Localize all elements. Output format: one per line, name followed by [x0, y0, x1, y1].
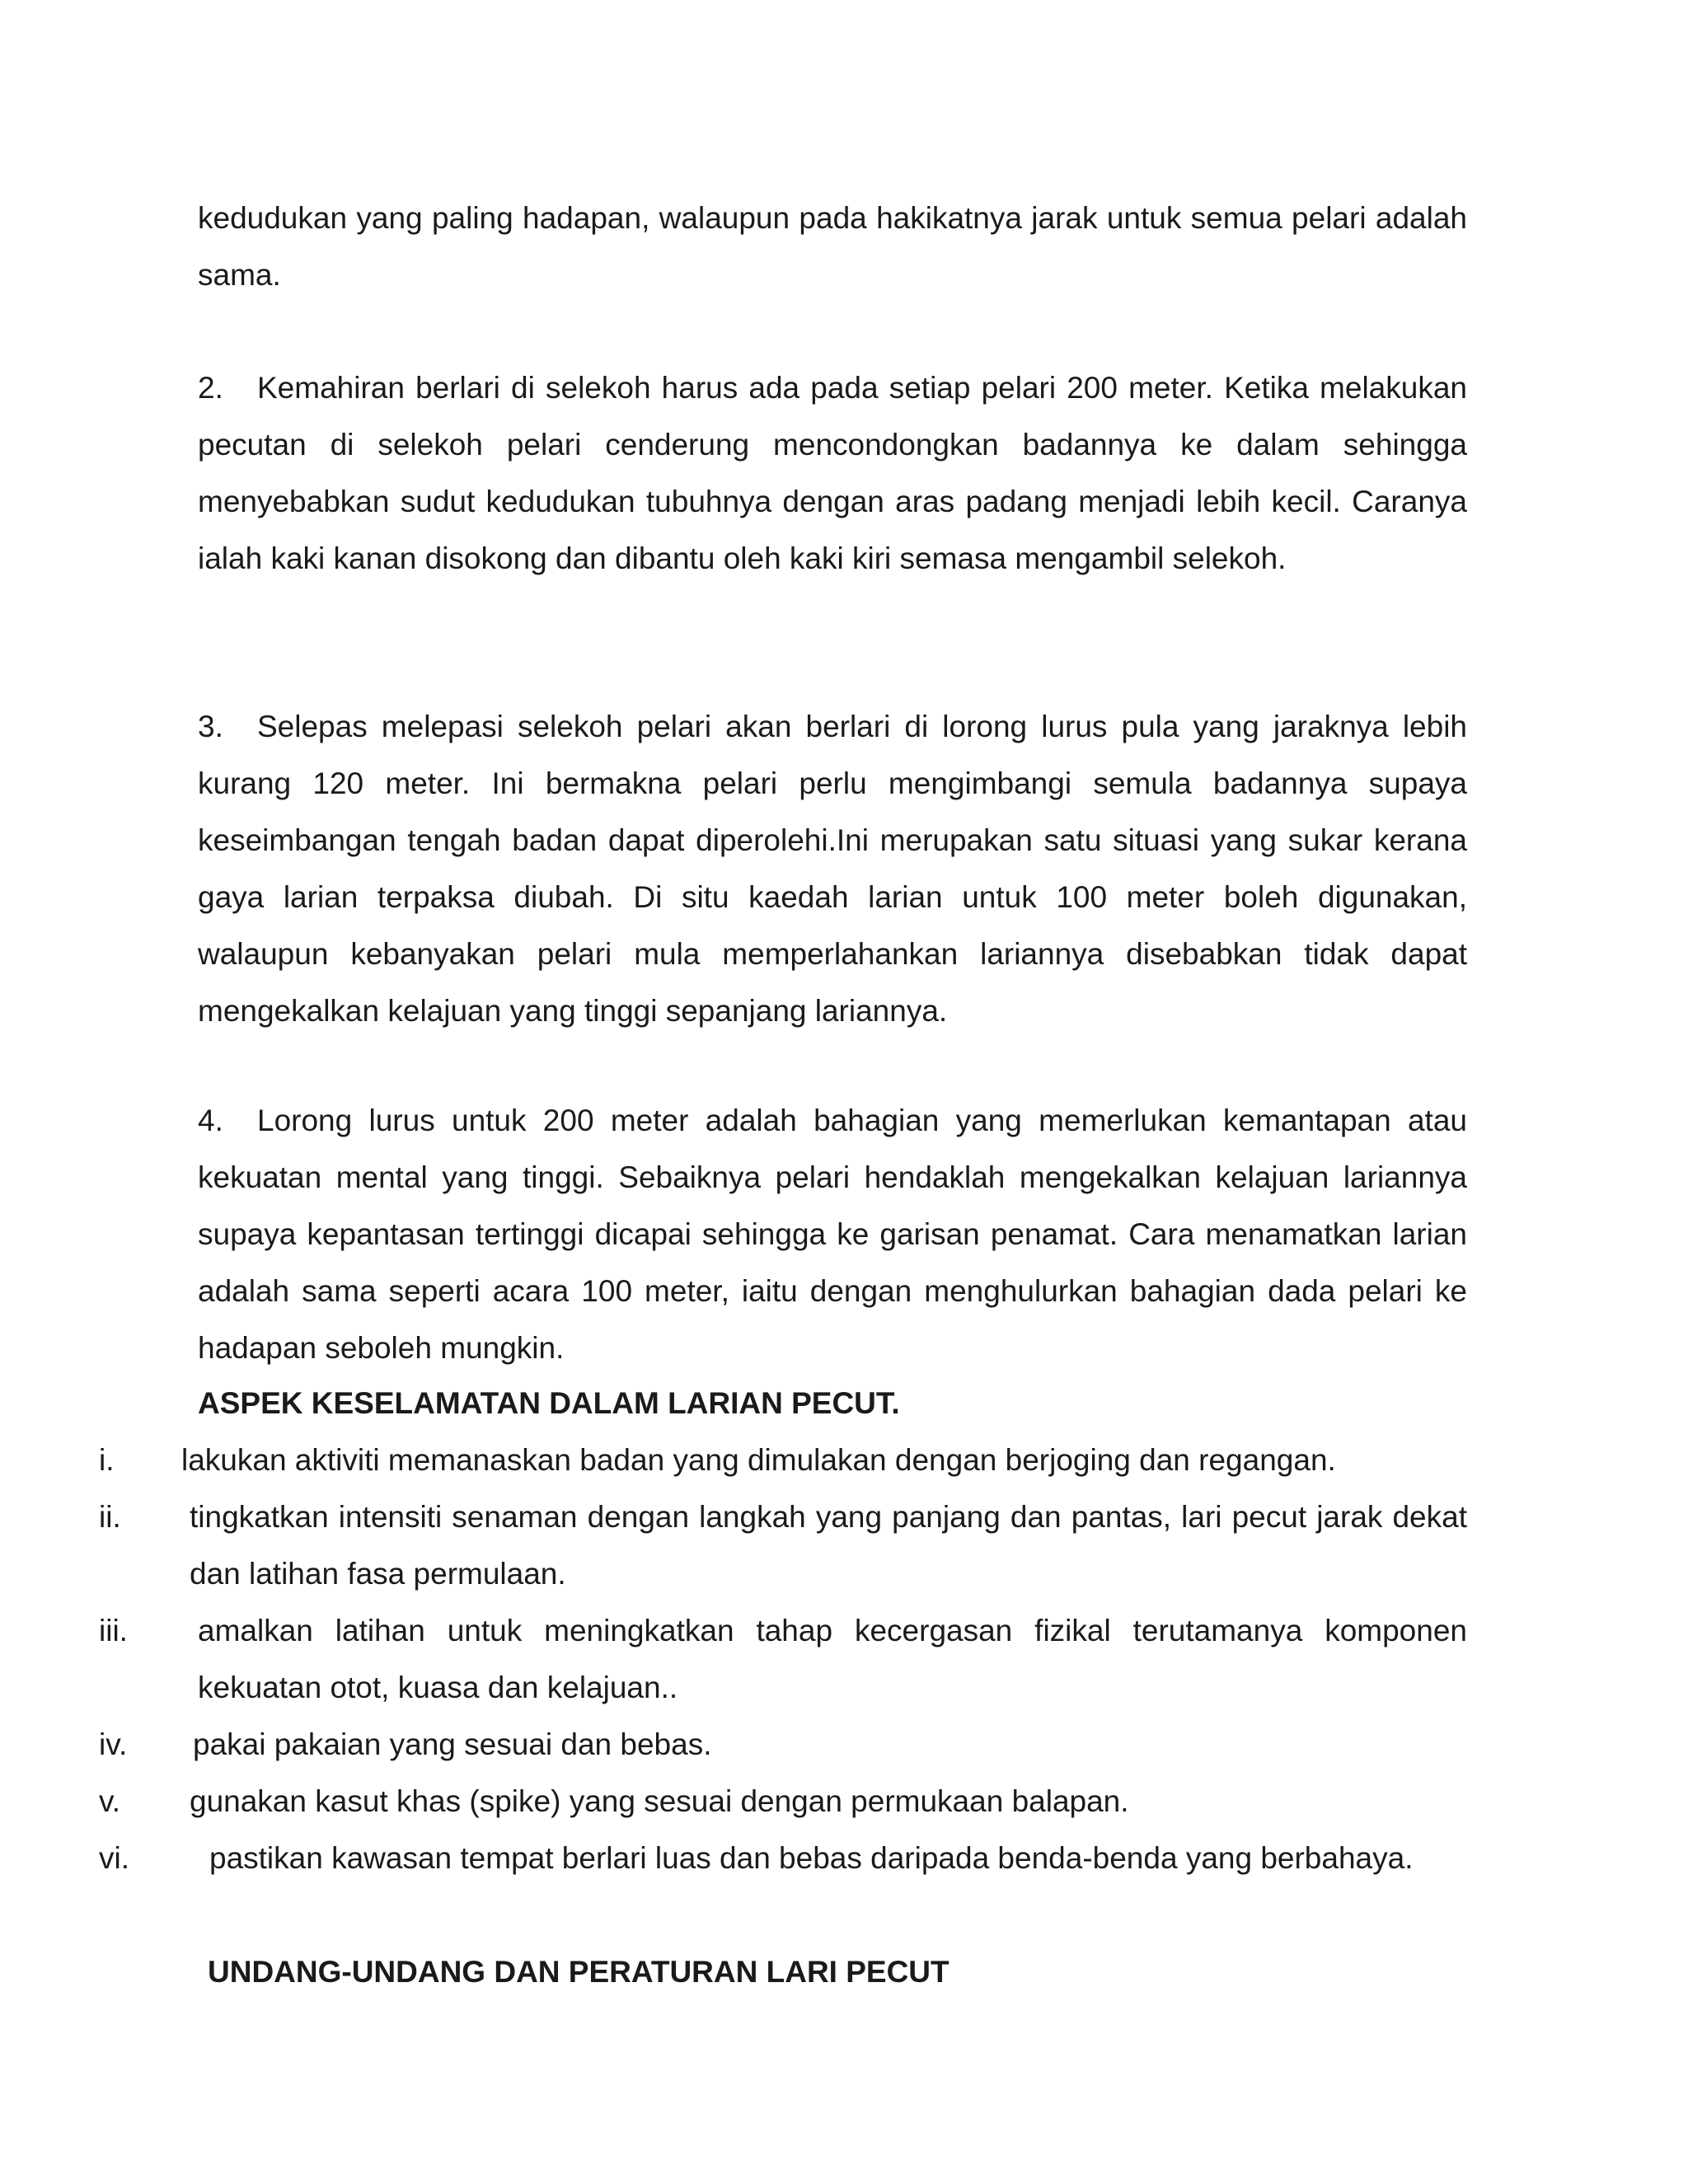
list-item-text: lakukan aktiviti memanaskan badan yang dimulakan dengan berjoging dan regangan. [181, 1443, 1336, 1477]
paragraph-text: Lorong lurus untuk 200 meter adalah bahagian yang memerlukan kemantapan atau kekuatan mental yang tinggi. Sebaiknya pelari hendaklah mengekalkan kelajuan lariannya supaya kepantasan tertinggi dicapai sehingga ke garisan penamat. Cara menamatkan larian adalah sama seperti acara 100 meter, iaitu dengan menghulurkan bahagian dada pelari ke hadapan seboleh mungkin. [198, 1104, 1467, 1365]
list-item-text: pastikan kawasan tempat berlari luas dan bebas daripada benda-benda yang berbahaya. [209, 1841, 1414, 1875]
paragraph-number: 2. [198, 371, 223, 405]
paragraph-2 [198, 359, 1467, 587]
list-marker: vi. [99, 1841, 129, 1875]
paragraph-3 [198, 698, 1467, 1039]
paragraph-4 [198, 1092, 1467, 1376]
list-marker: v. [99, 1784, 121, 1818]
list-marker: iii. [99, 1614, 128, 1647]
paragraph-number: 4. [198, 1104, 223, 1137]
list-item-text: amalkan latihan untuk meningkatkan tahap kecergasan fizikal terutamanya komponen kekuatan otot, kuasa dan kelajuan.. [198, 1614, 1467, 1704]
list-item-text: gunakan kasut khas (spike) yang sesuai dengan permukaan balapan. [190, 1784, 1129, 1818]
paragraph-continuation: kedudukan yang paling hadapan, walaupun pada hakikatnya jarak untuk semua pelari adalah sama. [198, 201, 1467, 292]
paragraph-number: 3. [198, 710, 223, 743]
list-item-text: pakai pakaian yang sesuai dan bebas. [193, 1727, 712, 1761]
paragraph-text: Kemahiran berlari di selekoh harus ada pada setiap pelari 200 meter. Ketika melakukan pecutan di selekoh pelari cenderung mencondongkan badannya ke dalam sehingga menyebabkan sudut kedudukan tubuhnya dengan aras padang menjadi lebih kecil. Caranya ialah kaki kanan disokong dan dibantu oleh kaki kiri semasa mengambil selekoh. [198, 371, 1467, 575]
section-heading-rules: UNDANG-UNDANG DAN PERATURAN LARI PECUT [208, 1955, 950, 1989]
list-item-text: tingkatkan intensiti senaman dengan langkah yang panjang dan pantas, lari pecut jarak dekat dan latihan fasa permulaan. [190, 1500, 1467, 1591]
paragraph-text: Selepas melepasi selekoh pelari akan berlari di lorong lurus pula yang jaraknya lebih kurang 120 meter. Ini bermakna pelari perlu mengimbangi semula badannya supaya keseimbangan tengah badan dapat diperolehi.Ini merupakan satu situasi yang sukar kerana gaya larian terpaksa diubah. Di situ kaedah larian untuk 100 meter boleh digunakan, walaupun kebanyakan pelari mula memperlahankan lariannya disebabkan tidak dapat mengekalkan kelajuan yang tinggi sepanjang lariannya. [198, 710, 1467, 1028]
list-marker: ii. [99, 1500, 121, 1534]
list-marker: iv. [99, 1727, 128, 1761]
list-marker: i. [99, 1443, 115, 1477]
section-heading-safety: ASPEK KESELAMATAN DALAM LARIAN PECUT. [198, 1386, 900, 1420]
